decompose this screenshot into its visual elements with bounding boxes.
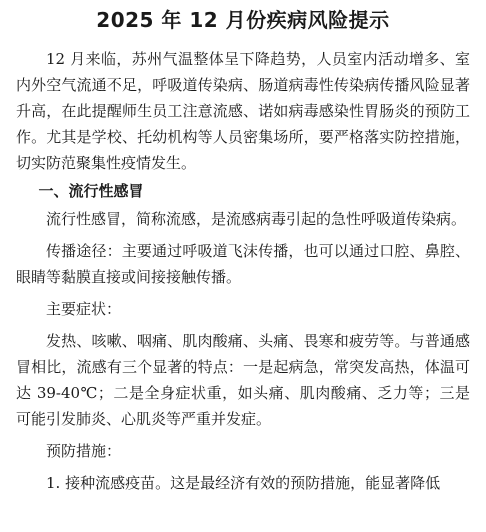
- section-heading-influenza: 一、流行性感冒: [38, 182, 144, 200]
- prevention-item-1: 1. 接种流感疫苗。这是最经济有效的预防措施，能显著降低: [46, 474, 441, 492]
- transmission-paragraph: 传播途径：主要通过呼吸道飞沫传播，也可以通过口腔、鼻腔、眼睛等黏膜直接或间接接触传播。: [16, 242, 470, 286]
- symptoms-paragraph: 发热、咳嗽、咽痛、肌肉酸痛、头痛、畏寒和疲劳等。与普通感冒相比，流感有三个显著的特点：一是起病急，常突发高热，体温可达 39-40℃；二是全身症状重，如头痛、肌肉酸痛、乏力等；三是可能引发肺炎、心肌炎等严重并发症。: [16, 332, 470, 428]
- influenza-definition: 流行性感冒，简称流感，是流感病毒引起的急性呼吸道传染病。: [46, 210, 467, 228]
- symptoms-label: 主要症状：: [46, 300, 122, 318]
- prevention-label: 预防措施：: [46, 442, 122, 460]
- document-title: 2025 年 12 月份疾病风险提示: [96, 8, 390, 32]
- intro-paragraph: 12 月来临，苏州气温整体呈下降趋势，人员室内活动增多、室内外空气流通不足，呼吸道传染病、肠道病毒性传染病传播风险显著升高，在此提醒师生员工注意流感、诺如病毒感染性胃肠炎的预防工作。尤其是学校、托幼机构等人员密集场所，要严格落实防控措施，切实防范聚集性疫情发生。: [16, 50, 470, 172]
